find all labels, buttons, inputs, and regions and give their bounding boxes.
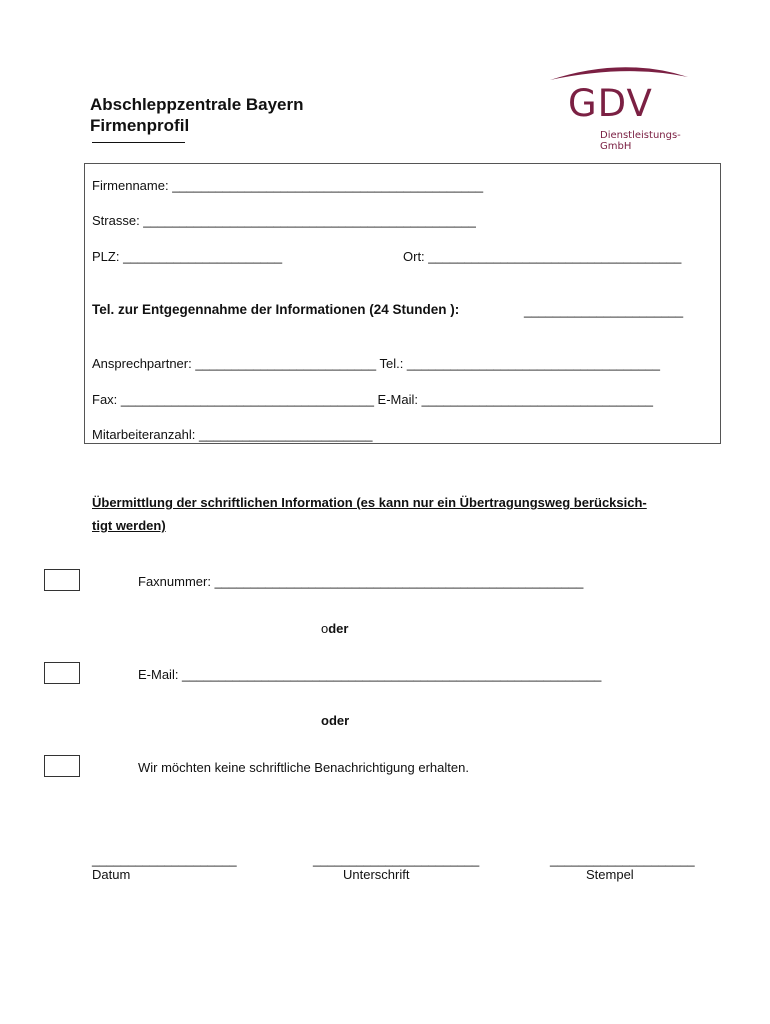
- oder-label-2: oder: [321, 713, 350, 728]
- email-field[interactable]: E-Mail: __________________________________________________________: [138, 667, 602, 682]
- no-notification-label: Wir möchten keine schriftliche Benachrichtigung erhalten.: [138, 760, 469, 775]
- page-title: [90, 94, 304, 136]
- ansprechpartner-tel-field[interactable]: Ansprechpartner: _________________________ Tel.: ___________________________________: [92, 356, 660, 371]
- transmission-heading-line1: Übermittlung der schriftlichen Information (es kann nur ein Übertragungsweg berücksich-: [92, 495, 647, 510]
- email-checkbox[interactable]: [44, 662, 80, 684]
- stempel-label: Stempel: [586, 867, 634, 882]
- plz-field[interactable]: PLZ: ______________________: [92, 249, 283, 264]
- oder-label-1: [321, 621, 348, 637]
- ort-field[interactable]: Ort: ___________________________________: [403, 249, 682, 264]
- datum-line[interactable]: ____________________: [92, 852, 237, 867]
- gdv-logo: [548, 60, 698, 150]
- oder-prefix: o: [321, 621, 329, 636]
- title-line-1: Abschleppzentrale Bayern: [90, 95, 304, 114]
- stempel-line[interactable]: ____________________: [550, 852, 695, 867]
- logo-text: GDV: [568, 82, 653, 125]
- faxnummer-field[interactable]: Faxnummer: ___________________________________________________: [138, 574, 584, 589]
- title-underline: [92, 142, 185, 143]
- fax-checkbox[interactable]: [44, 569, 80, 591]
- firmenname-field[interactable]: Firmenname: ___________________________________________: [92, 178, 484, 193]
- datum-label: Datum: [92, 867, 131, 882]
- tel-24h-label: Tel. zur Entgegennahme der Informationen (24 Stunden ):: [92, 302, 460, 317]
- no-notification-checkbox[interactable]: [44, 755, 80, 777]
- title-line-2: Firmenprofil: [90, 116, 190, 135]
- unterschrift-label: Unterschrift: [343, 867, 410, 882]
- mitarbeiteranzahl-field[interactable]: Mitarbeiteranzahl: ________________________: [92, 427, 373, 442]
- logo-subtitle: Dienstleistungs-GmbH: [600, 130, 681, 152]
- fax-email-field[interactable]: Fax: ___________________________________ E-Mail: ________________________________: [92, 392, 653, 407]
- oder-rest: der: [328, 621, 349, 636]
- transmission-heading-line2: tigt werden): [92, 518, 166, 533]
- tel-24h-field[interactable]: ______________________: [524, 303, 684, 318]
- unterschrift-line[interactable]: _______________________: [313, 852, 480, 867]
- strasse-field[interactable]: Strasse: ______________________________________________: [92, 213, 476, 228]
